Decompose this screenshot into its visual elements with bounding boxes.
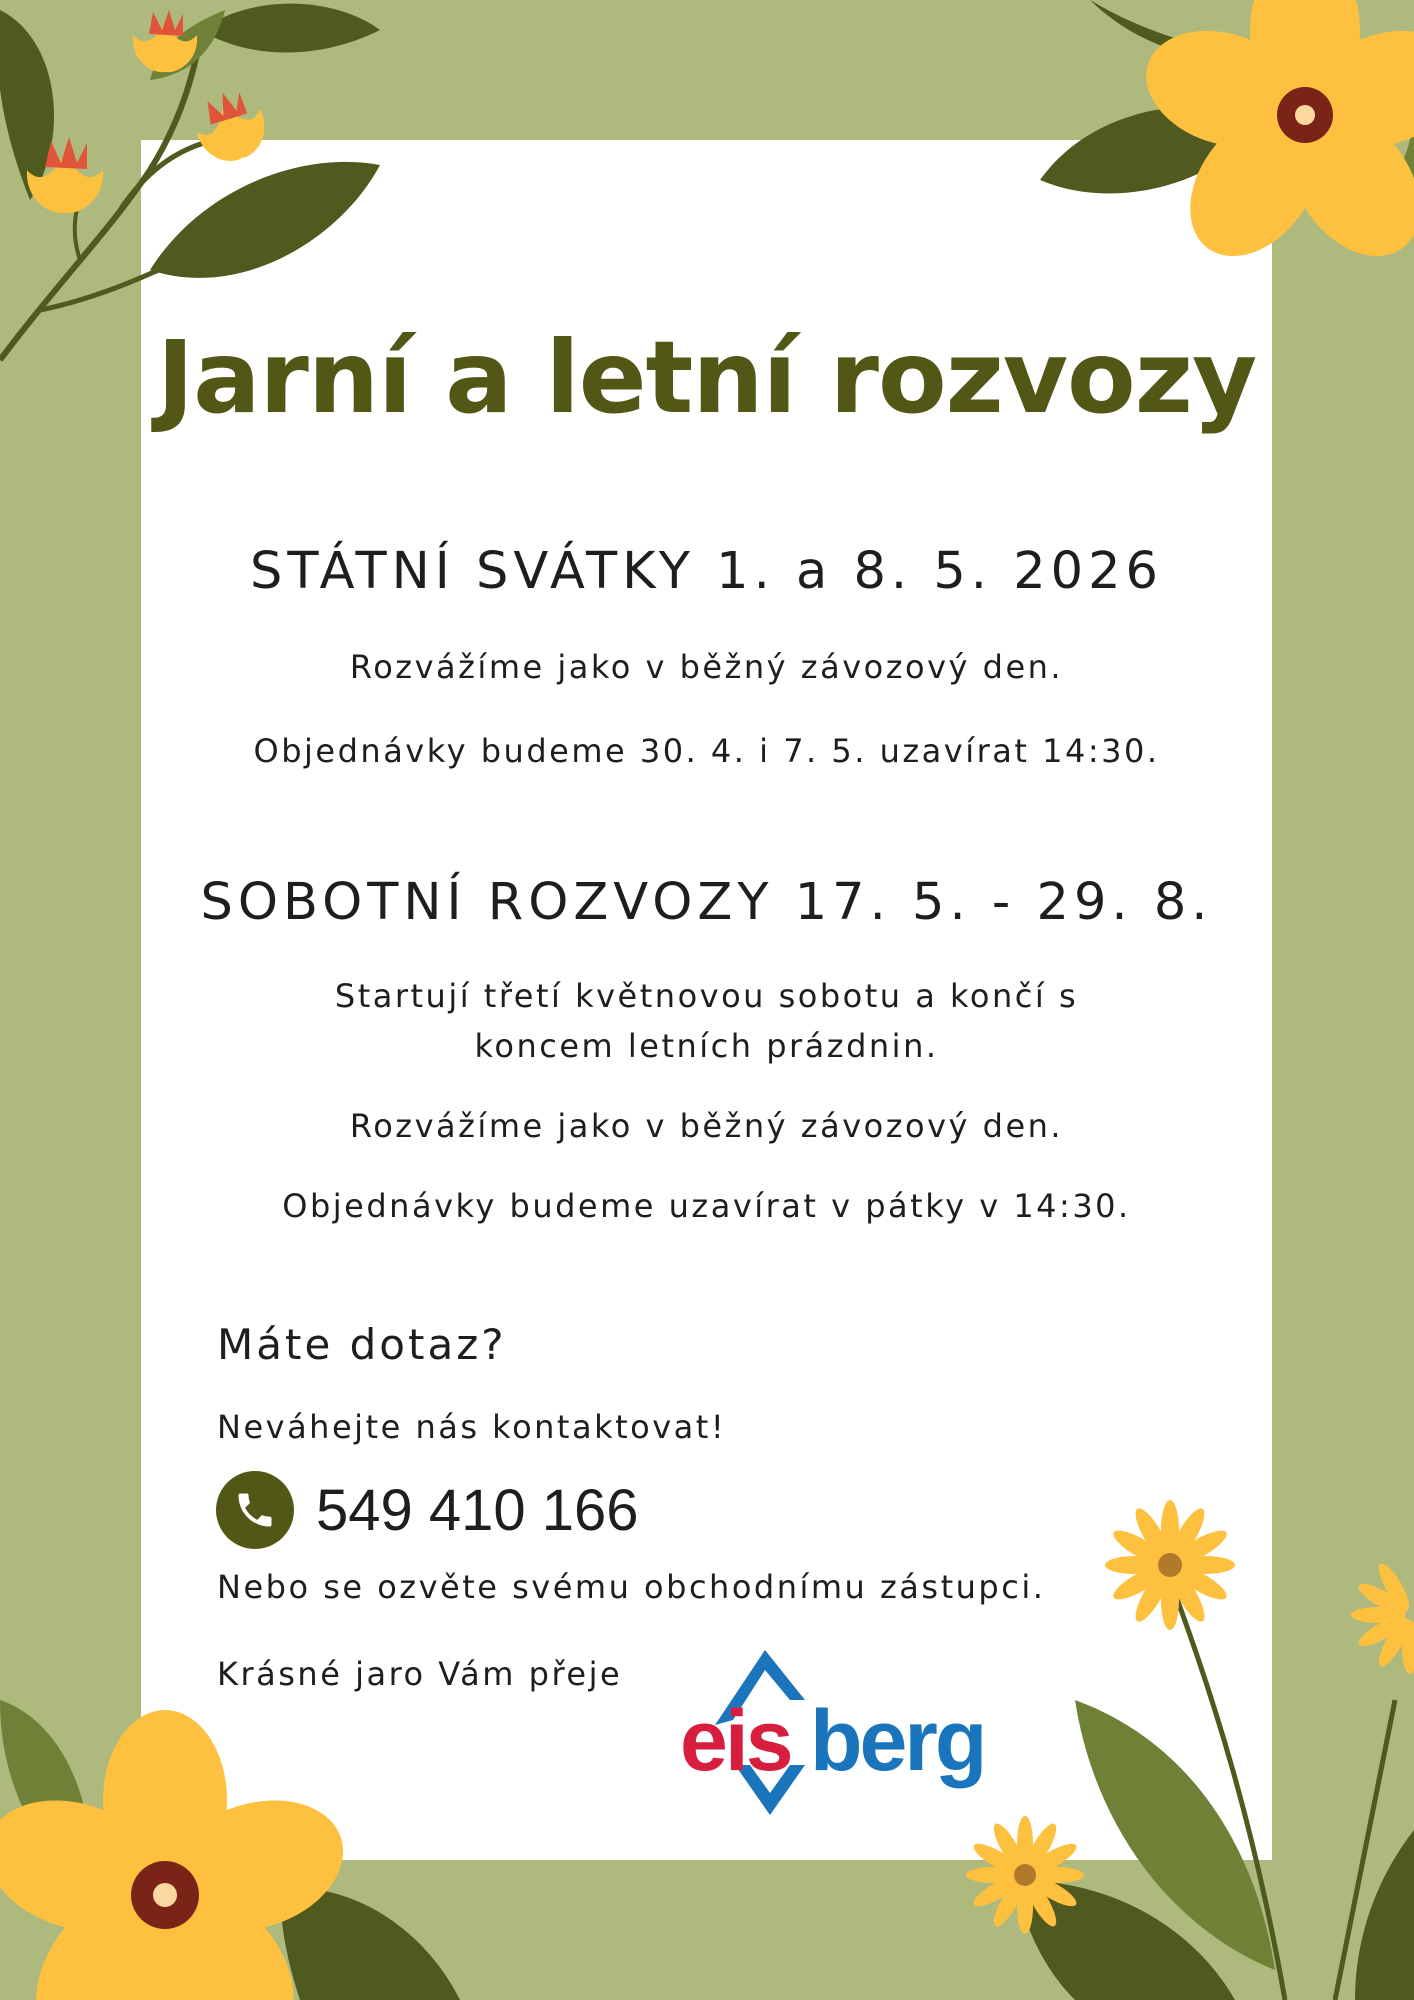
logo-text-berg: berg [810, 1693, 985, 1789]
saturday-heading: SOBOTNÍ ROZVOZY 17. 5. - 29. 8. [200, 873, 1213, 932]
contact-question: Máte dotaz? [217, 1320, 507, 1369]
contact-invite: Neváhejte nás kontaktovat! [217, 1408, 727, 1446]
holidays-line-2: Objednávky budeme 30. 4. i 7. 5. uzavírat 14:30. [253, 732, 1160, 770]
phone-row[interactable] [216, 1470, 639, 1550]
saturday-line-2: Rozvážíme jako v běžný závozový den. [349, 1107, 1064, 1145]
saturday-line-1a: Startují třetí květnovou sobotu a končí s [334, 977, 1079, 1015]
saturday-line-1b: koncem letních prázdnin. [474, 1027, 939, 1065]
contact-alternative: Nebo se ozvěte svému obchodnímu zástupci. [217, 1568, 1046, 1606]
flower-bottom-left [0, 1680, 470, 2000]
logo-text-eis: eis [680, 1693, 791, 1789]
phone-icon [216, 1471, 294, 1549]
eisberg-logo [675, 1645, 1025, 1820]
holidays-heading: STÁTNÍ SVÁTKY 1. a 8. 5. 2026 [250, 542, 1163, 601]
greeting-text: Krásné jaro Vám přeje [217, 1655, 623, 1693]
holidays-line-1: Rozvážíme jako v běžný závozový den. [349, 648, 1064, 686]
phone-number[interactable]: 549 410 166 [316, 1477, 639, 1543]
saturday-line-3: Objednávky budeme uzavírat v pátky v 14:30. [282, 1187, 1131, 1225]
flower-top-right [1030, 0, 1414, 300]
page-title: Jarní a letní rozvozy [156, 319, 1257, 436]
